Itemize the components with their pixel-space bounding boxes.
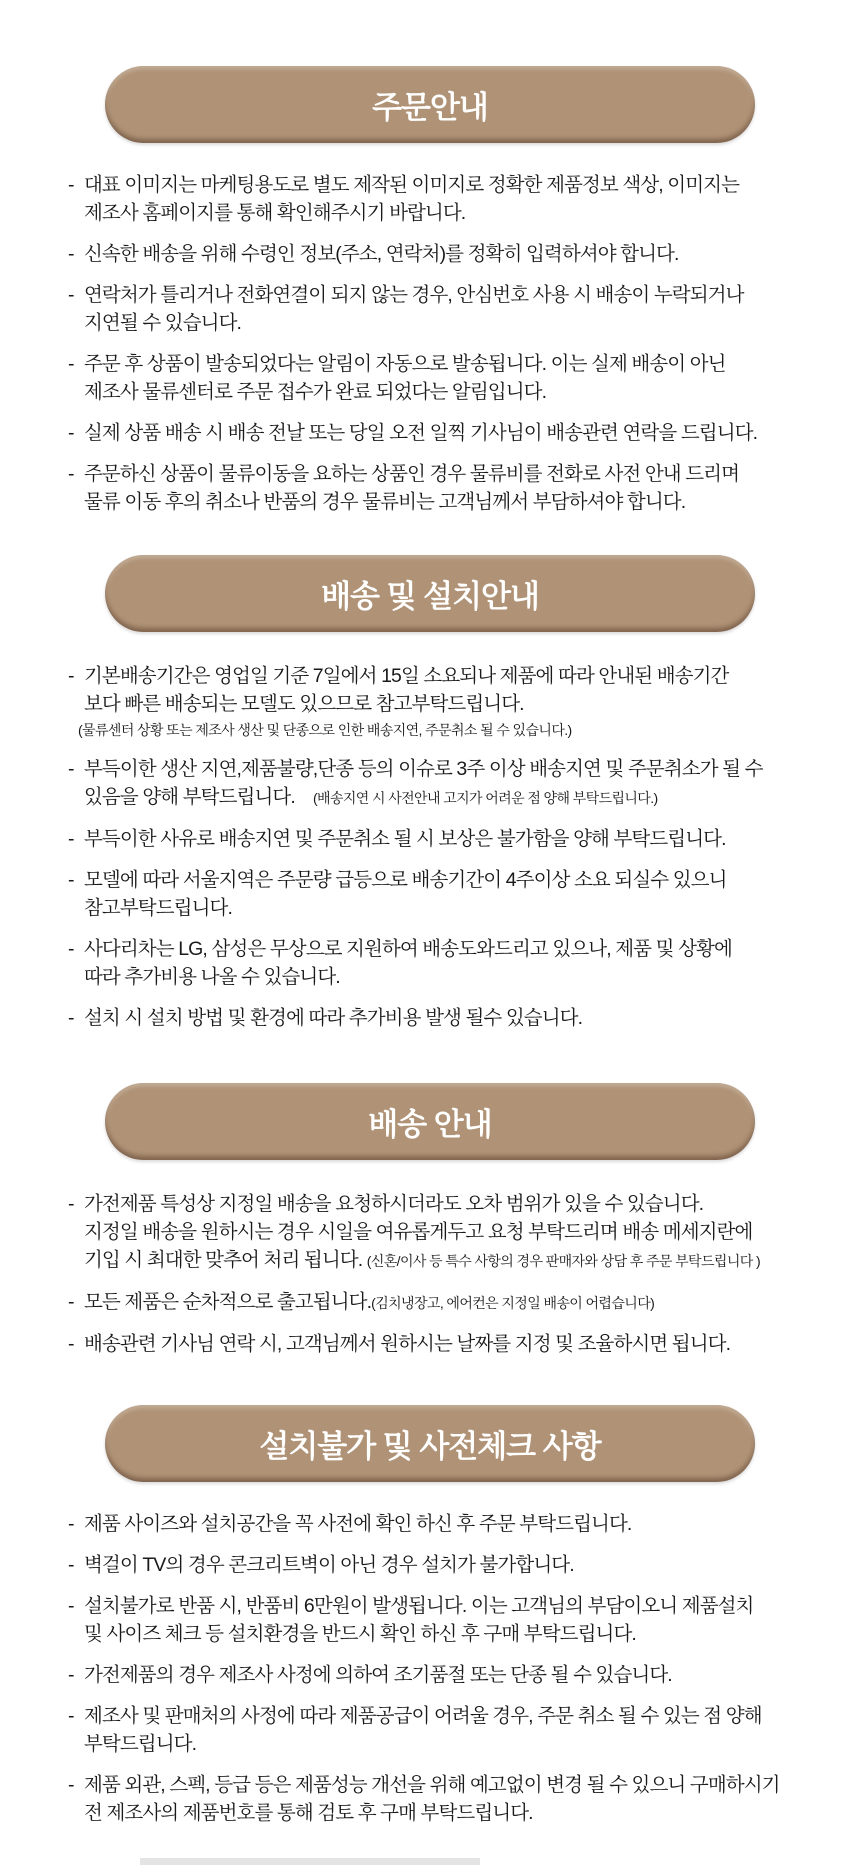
item-note: (배송지연 시 사전안내 고지가 어려운 점 양해 부탁드립니다.) bbox=[312, 790, 658, 806]
item-text: 및 사이즈 체크 등 설치환경을 반드시 확인 하신 후 구매 부탁드립니다. bbox=[84, 1623, 636, 1645]
item-text: 따라 추가비용 나올 수 있습니다. bbox=[84, 966, 340, 988]
info-list bbox=[0, 1190, 860, 1358]
item-note: (김치냉장고, 에어컨은 지정일 배송이 어렵습니다) bbox=[371, 1295, 655, 1311]
item-text: 있음을 양해 부탁드립니다. bbox=[84, 786, 295, 808]
section-header bbox=[105, 555, 755, 632]
item-text: - 가전제품 특성상 지정일 배송을 요청하시더라도 오차 범위가 있을 수 있습니다. bbox=[84, 1193, 704, 1215]
list-item bbox=[68, 1702, 820, 1758]
item-text: 지정일 배송을 원하시는 경우 시일을 여유롭게두고 요청 부탁드리며 배송 메세지란에 bbox=[84, 1221, 753, 1243]
section-install-check bbox=[0, 1405, 860, 1840]
item-text: 제조사 홈페이지를 통해 확인해주시기 바랍니다. bbox=[84, 202, 466, 224]
item-text: - 부득이한 생산 지연,제품불량,단종 등의 이슈로 3주 이상 배송지연 및 주문취소가 될 수 bbox=[84, 758, 763, 780]
info-list bbox=[0, 171, 860, 516]
item-text: - 기본배송기간은 영업일 기준 7일에서 15일 소요되나 제품에 따라 안내된 배송기간 bbox=[84, 665, 729, 687]
list-item bbox=[68, 460, 820, 516]
list-item bbox=[68, 1592, 820, 1648]
list-item bbox=[68, 240, 820, 268]
item-text: - 설치 시 설치 방법 및 환경에 따라 추가비용 발생 될수 있습니다. bbox=[84, 1007, 583, 1029]
section-header bbox=[105, 1083, 755, 1160]
item-text: - 주문하신 상품이 물류이동을 요하는 상품인 경우 물류비를 전화로 사전 안내 드리며 bbox=[84, 463, 740, 485]
list-item bbox=[68, 825, 820, 853]
item-text: - 제품 사이즈와 설치공간을 꼭 사전에 확인 하신 후 주문 부탁드립니다. bbox=[84, 1513, 632, 1535]
info-list bbox=[0, 1510, 860, 1827]
item-text: 보다 빠른 배송되는 모델도 있으므로 참고부탁드립니다. bbox=[84, 693, 524, 715]
section-title: 주문안내 bbox=[372, 90, 488, 125]
section-title: 배송 및 설치안내 bbox=[321, 579, 539, 614]
section-order-info bbox=[0, 66, 860, 529]
list-item bbox=[68, 350, 820, 406]
item-text: - 신속한 배송을 위해 수령인 정보(주소, 연락처)를 정확히 입력하셔야 합니다. bbox=[84, 243, 679, 265]
item-text: - 배송관련 기사님 연락 시, 고객님께서 원하시는 날짜를 지정 및 조율하시면 됩니다. bbox=[84, 1333, 731, 1355]
item-note: (물류센터 상황 또는 제조사 생산 및 단종으로 인한 배송지연, 주문취소 될 수 있습니다.) bbox=[78, 722, 572, 738]
item-text: - 실제 상품 배송 시 배송 전날 또는 당일 오전 일찍 기사님이 배송관련 연락을 드립니다. bbox=[84, 422, 758, 444]
list-item bbox=[68, 935, 820, 991]
list-item bbox=[68, 1551, 820, 1579]
item-text: 제조사 물류센터로 주문 접수가 완료 되었다는 알림입니다. bbox=[84, 381, 547, 403]
list-item bbox=[68, 1771, 820, 1827]
item-text: - 제조사 및 판매처의 사정에 따라 제품공급이 어려울 경우, 주문 취소 될 수 있는 점 양해 bbox=[84, 1705, 762, 1727]
info-list bbox=[0, 662, 860, 1032]
item-text: - 모델에 따라 서울지역은 주문량 급등으로 배송기간이 4주이상 소요 되실수 있으니 bbox=[84, 869, 727, 891]
list-item bbox=[68, 755, 820, 812]
item-text: 모든 제품은 순차적으로 출고됩니다. bbox=[84, 1291, 372, 1313]
item-text: 지연될 수 있습니다. bbox=[84, 312, 242, 334]
list-item bbox=[68, 1510, 820, 1538]
divider bbox=[140, 1858, 480, 1865]
list-item bbox=[68, 171, 820, 227]
list-item bbox=[68, 1330, 820, 1358]
item-text: 부탁드립니다. bbox=[84, 1733, 197, 1755]
item-text: - 사다리차는 LG, 삼성은 무상으로 지원하여 배송도와드리고 있으나, 제품 및 상황에 bbox=[84, 938, 732, 960]
list-item bbox=[68, 1004, 820, 1032]
item-text: - 제품 외관, 스펙, 등급 등은 제품성능 개선을 위해 예고없이 변경 될 수 있으니 구매하시기 bbox=[84, 1774, 780, 1796]
item-text: - 가전제품의 경우 제조사 사정에 의하여 조기품절 또는 단종 될 수 있습니다. bbox=[84, 1664, 672, 1686]
item-text: 참고부탁드립니다. bbox=[84, 897, 233, 919]
list-item bbox=[68, 866, 820, 922]
list-item bbox=[68, 419, 820, 447]
item-text: - 주문 후 상품이 발송되었다는 알림이 자동으로 발송됩니다. 이는 실제 배송이 아닌 bbox=[84, 353, 726, 375]
section-header bbox=[105, 66, 755, 143]
item-note: (신혼/이사 등 특수 사항의 경우 판매자와 상담 후 주문 부탁드립니다 ) bbox=[366, 1253, 761, 1269]
item-text: - 설치불가로 반품 시, 반품비 6만원이 발생됩니다. 이는 고객님의 부담이오니 제품설치 bbox=[84, 1595, 754, 1617]
section-delivery-install bbox=[0, 555, 860, 1045]
list-item bbox=[68, 662, 820, 742]
list-item bbox=[68, 1190, 820, 1275]
list-item bbox=[68, 281, 820, 337]
section-title: 배송 안내 bbox=[368, 1107, 492, 1142]
section-delivery bbox=[0, 1083, 860, 1371]
list-item bbox=[68, 1661, 820, 1689]
item-text: - 연락처가 틀리거나 전화연결이 되지 않는 경우, 안심번호 사용 시 배송이 누락되거나 bbox=[84, 284, 744, 306]
item-text: 전 제조사의 제품번호를 통해 검토 후 구매 부탁드립니다. bbox=[84, 1802, 533, 1824]
section-title: 설치불가 및 사전체크 사항 bbox=[259, 1429, 601, 1464]
section-header bbox=[105, 1405, 755, 1482]
item-text: 기입 시 최대한 맞추어 처리 됩니다. bbox=[84, 1249, 363, 1271]
item-text: - 부득이한 사유로 배송지연 및 주문취소 될 시 보상은 불가함을 양해 부탁드립니다. bbox=[84, 828, 726, 850]
item-text: - 대표 이미지는 마케팅용도로 별도 제작된 이미지로 정확한 제품정보 색상, 이미지는 bbox=[84, 174, 740, 196]
item-text: - 벽걸이 TV의 경우 콘크리트벽이 아닌 경우 설치가 불가합니다. bbox=[84, 1554, 574, 1576]
item-text: 물류 이동 후의 취소나 반품의 경우 물류비는 고객님께서 부담하셔야 합니다. bbox=[84, 491, 686, 513]
list-item bbox=[68, 1288, 820, 1317]
